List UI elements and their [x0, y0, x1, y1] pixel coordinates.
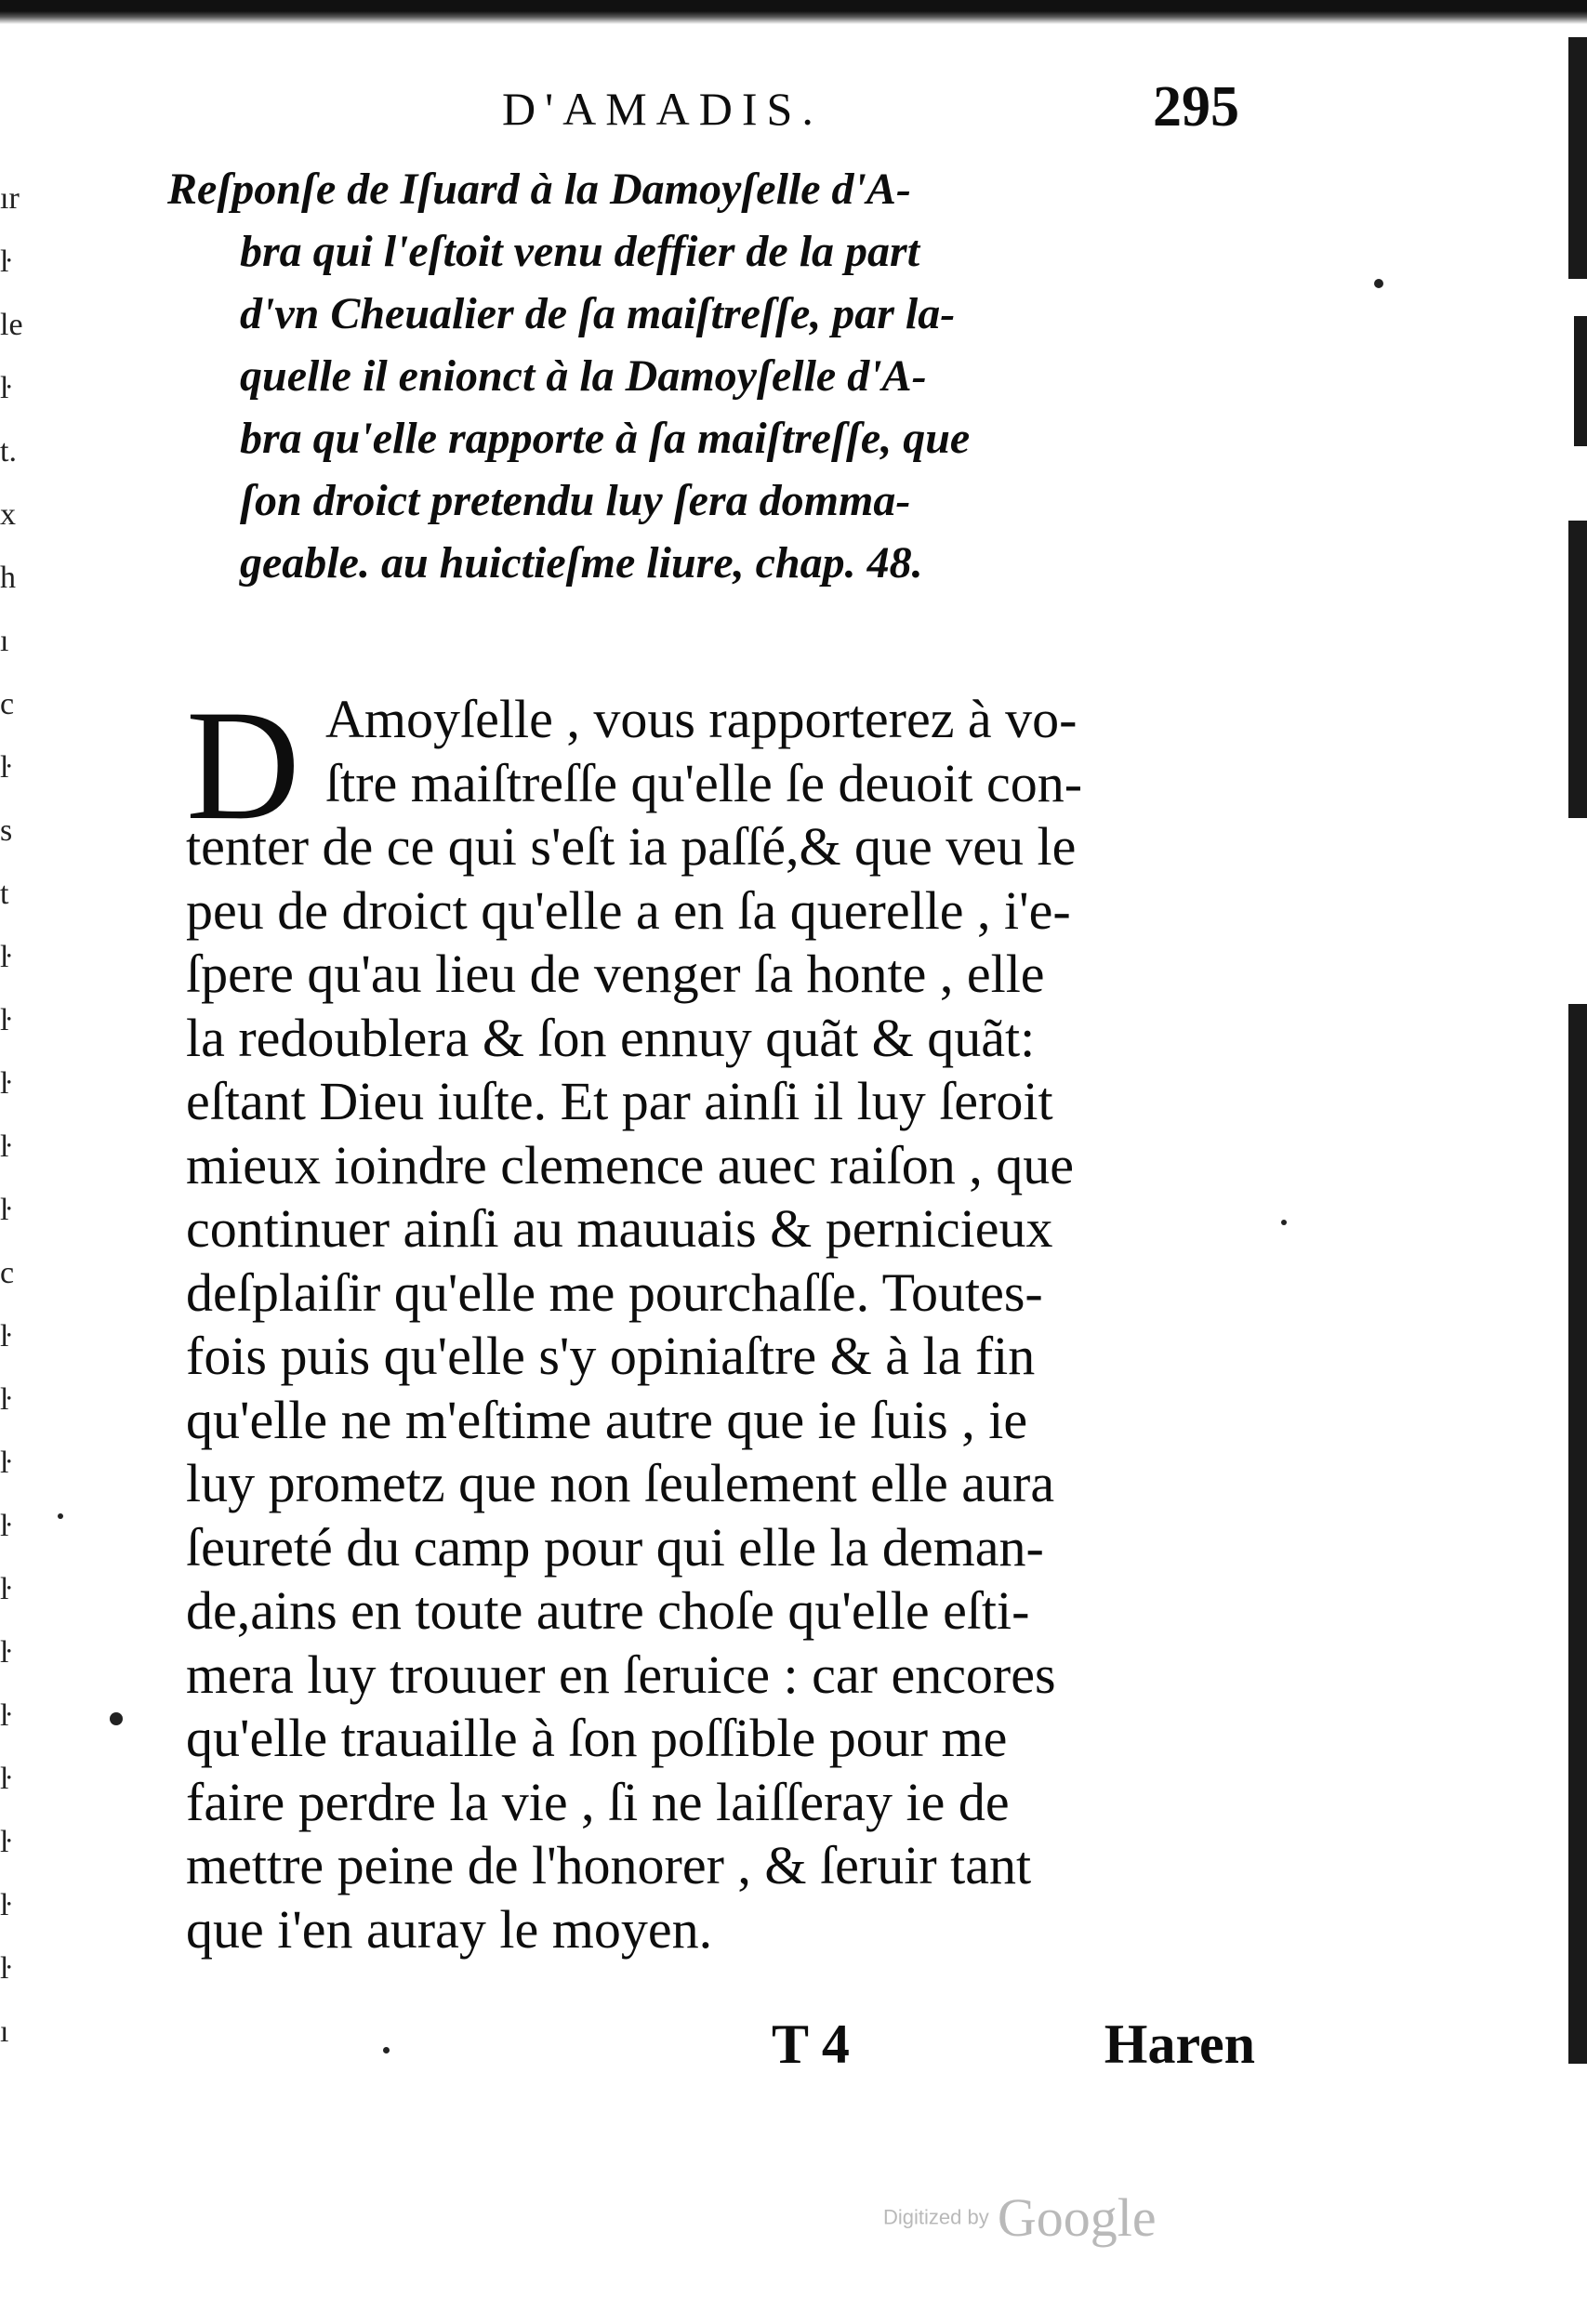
- gutter-glyph: ŀ: [0, 1193, 11, 1227]
- body-line: tenter de ce qui s'eſt ia paſſé,& que veu le: [186, 816, 1077, 877]
- running-head: D'AMADIS.: [502, 83, 823, 135]
- catchword: Haren: [1104, 2014, 1255, 2075]
- gutter-glyph: h: [0, 561, 16, 595]
- gutter-glyph: s: [0, 813, 13, 848]
- body-line: la redoublera & ſon ennuy quãt & quãt:: [186, 1007, 1036, 1068]
- body-line: mieux ioindre clemence auec raiſon , que: [186, 1134, 1074, 1195]
- signature-mark: T 4: [772, 2014, 850, 2075]
- gutter-glyph: ı: [0, 2014, 9, 2049]
- body-line: ſtre maiſtreſſe qu'elle ſe deuoit con-: [325, 752, 1083, 813]
- gutter-glyph: ır: [0, 181, 20, 216]
- gutter-glyph: ŀ: [0, 1446, 11, 1480]
- gutter-glyph: ŀ: [0, 371, 11, 405]
- gutter-glyph: le: [0, 308, 23, 342]
- body-line: mettre peine de l'honorer , & ſeruir tant: [186, 1835, 1032, 1895]
- summary-line: ſon droict pretendu luy ſera domma-: [240, 476, 911, 525]
- scan-top-edge: [0, 0, 1587, 24]
- gutter-glyph: x: [0, 497, 16, 532]
- gutter-glyph: ŀ: [0, 1572, 11, 1606]
- summary-line: Reſponſe de Iſuard à la Damoyſelle d'A-: [167, 165, 911, 214]
- gutter-glyph: ŀ: [0, 1319, 11, 1353]
- summary-line: d'vn Cheualier de ſa maiſtreſſe, par la-: [240, 289, 956, 338]
- gutter-glyph: ŀ: [0, 1951, 11, 1986]
- summary-line: bra qu'elle rapporte à ſa maiſtreſſe, que: [240, 414, 971, 463]
- watermark-brand: Google: [997, 2187, 1157, 2248]
- body-line: de,ains en toute autre choſe qu'elle eſti-: [186, 1580, 1030, 1641]
- gutter-glyph: ŀ: [0, 1066, 11, 1101]
- body-line: ſpere qu'au lieu de venger ſa honte , elle: [186, 944, 1045, 1004]
- watermark-prefix: Digitized by: [883, 2205, 989, 2229]
- gutter-glyph: ŀ: [0, 1382, 11, 1417]
- gutter-glyph: c: [0, 1256, 15, 1290]
- body-line: qu'elle trauaille à ſon poſſible pour me: [186, 1708, 1008, 1768]
- body-line: fois puis qu'elle s'y opiniaſtre & à la fin: [186, 1326, 1036, 1386]
- gutter-glyph: ŀ: [0, 1888, 11, 1922]
- scan-right-edge: [1563, 37, 1587, 2064]
- gutter-glyph: ŀ: [0, 750, 11, 785]
- summary-line: bra qui l'eſtoit venu deffier de la part: [240, 227, 920, 276]
- gutter-glyph: ŀ: [0, 244, 11, 279]
- ink-speck: [58, 1513, 63, 1519]
- drop-cap: D: [186, 678, 300, 852]
- ink-speck: [110, 1712, 123, 1725]
- gutter-glyph: ŀ: [0, 1003, 11, 1037]
- gutter-glyph: ŀ: [0, 1825, 11, 1859]
- body-line: luy prometz que non ſeulement elle aura: [186, 1453, 1055, 1513]
- body-line: peu de droict qu'elle a en ſa querelle , i'e-: [186, 879, 1071, 941]
- gutter-glyph: ŀ: [0, 940, 11, 974]
- body-line: eſtant Dieu iuſte. Et par ainſi il luy ſeroit: [186, 1071, 1053, 1131]
- gutter-glyph: ŀ: [0, 1762, 11, 1796]
- chapter-summary: [167, 158, 1209, 594]
- body-line: mera luy trouuer en ſeruice : car encores: [186, 1644, 1056, 1705]
- body-line: que i'en auray le moyen.: [186, 1898, 713, 1960]
- summary-line: quelle il enionct à la Damoyſelle d'A-: [240, 351, 927, 401]
- gutter-glyph: ŀ: [0, 1129, 11, 1164]
- body-line: Amoyſelle , vous rapporterez à vo-: [325, 689, 1078, 749]
- summary-line: geable. au huictieſme liure, chap. 48.: [240, 538, 923, 588]
- body-line: faire perdre la vie , ſi ne laiſſeray ie de: [186, 1771, 1010, 1832]
- ink-speck: [383, 2047, 390, 2053]
- body-line: ſeureté du camp pour qui elle la deman-: [186, 1516, 1044, 1578]
- facing-page-show-through: [0, 167, 26, 2064]
- ink-speck: [1281, 1220, 1287, 1225]
- gutter-glyph: ı: [0, 624, 9, 658]
- page-number: 295: [1153, 75, 1239, 139]
- digitization-watermark: [883, 2186, 1157, 2249]
- gutter-glyph: t.: [0, 434, 17, 469]
- body-paragraph: [186, 678, 1246, 1961]
- gutter-glyph: t: [0, 877, 9, 911]
- body-line: continuer ainſi au mauuais & pernicieux: [186, 1198, 1053, 1259]
- ink-speck: [1374, 279, 1383, 288]
- gutter-glyph: ŀ: [0, 1635, 11, 1670]
- gutter-glyph: ŀ: [0, 1509, 11, 1543]
- body-line: qu'elle ne m'eſtime autre que ie ſuis , ie: [186, 1389, 1028, 1450]
- gutter-glyph: c: [0, 687, 15, 721]
- body-line: deſplaiſir qu'elle me pourchaſſe. Toutes-: [186, 1261, 1043, 1323]
- gutter-glyph: ŀ: [0, 1698, 11, 1733]
